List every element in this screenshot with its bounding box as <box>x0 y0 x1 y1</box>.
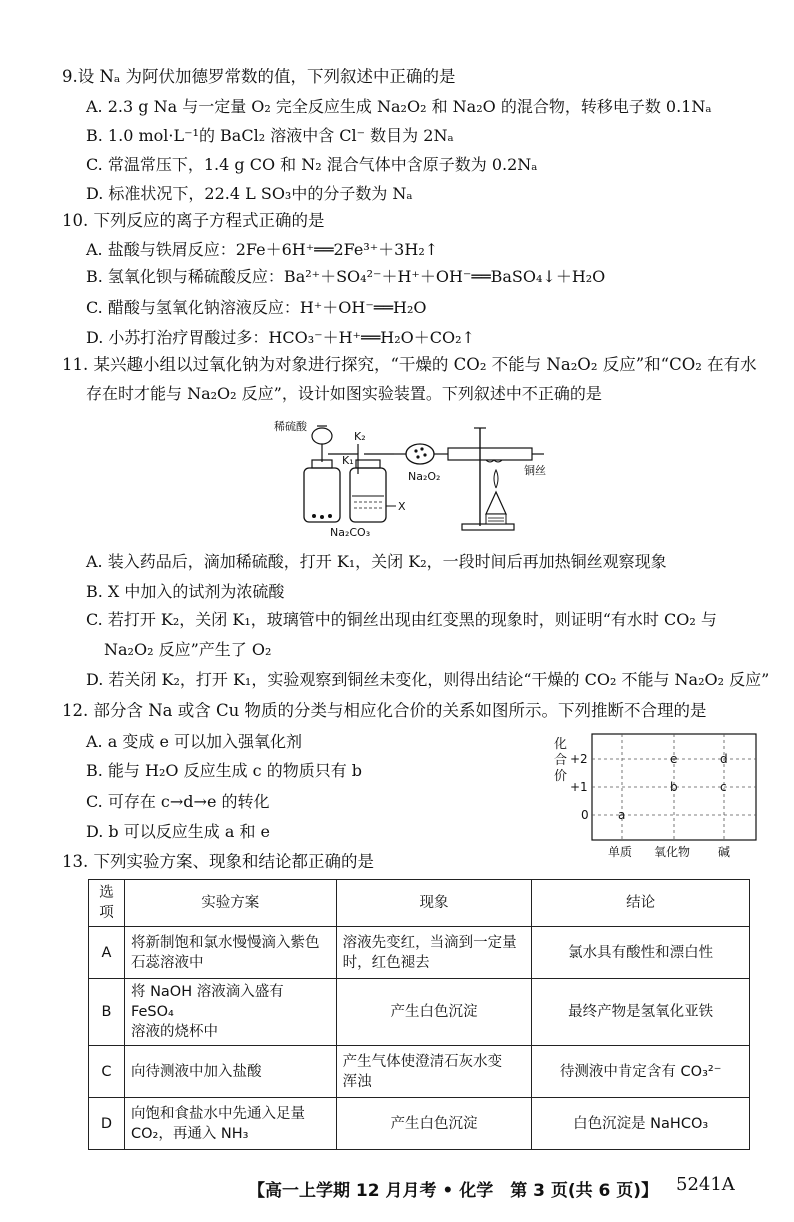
y-tick-plus1: +1 <box>570 780 588 794</box>
point-d: d <box>720 752 728 766</box>
point-a: a <box>618 808 626 822</box>
valence-classification-graph <box>548 730 778 860</box>
table-row <box>89 979 750 1046</box>
y-tick-plus2: +2 <box>570 752 588 766</box>
y-label-2: 合 <box>554 753 568 768</box>
q9-stem: 9.设 Nₐ 为阿伏加德罗常数的值，下列叙述中正确的是 <box>62 67 456 86</box>
cell-conclusion: 待测液中肯定含有 CO₃²⁻ <box>532 1046 750 1098</box>
q12-stem: 12. 部分含 Na 或含 Cu 物质的分类与相应化合价的关系如图所示。下列推断不合理的是 <box>62 701 707 720</box>
sodium-peroxide-label: Na₂O₂ <box>408 470 441 483</box>
table-row <box>89 1098 750 1150</box>
q11-option-c-line1: C. 若打开 K₂，关闭 K₁，玻璃管中的铜丝出现由红变黑的现象时，则证明“有水时 CO₂ 与 <box>86 610 717 629</box>
cell-plan <box>124 927 336 979</box>
cell-option: D <box>89 1098 125 1150</box>
phen-line: 时，红色褪去 <box>342 954 430 971</box>
reagent-x-label: X <box>398 500 406 513</box>
q12-option-c: C. 可存在 c→d→e 的转化 <box>86 792 270 811</box>
table-header-row <box>89 880 750 927</box>
header-phenomenon: 现象 <box>336 880 532 927</box>
phen-line: 溶液先变红，当滴到一定量 <box>342 934 517 951</box>
plan-line: 石蕊溶液中 <box>130 954 204 971</box>
dilute-acid-label: 稀硫酸 <box>274 420 307 433</box>
copper-wire-label: 铜丝 <box>524 464 546 477</box>
phen-line: 浑浊 <box>342 1073 372 1090</box>
cell-plan <box>124 1098 336 1150</box>
q10-stem: 10. 下列反应的离子方程式正确的是 <box>62 211 325 230</box>
cell-phenomenon <box>336 1046 532 1098</box>
valve-k1-label: K₁ <box>342 454 354 467</box>
q9-option-a: A. 2.3 g Na 与一定量 O₂ 完全反应生成 Na₂O₂ 和 Na₂O 的混合物，转移电子数 0.1Nₐ <box>86 97 712 116</box>
cell-phenomenon: 产生白色沉淀 <box>336 979 532 1046</box>
table-row <box>89 927 750 979</box>
plan-line: 向饱和食盐水中先通入足量 <box>130 1105 305 1122</box>
header-option: 选项 <box>89 880 125 927</box>
cell-conclusion: 氯水具有酸性和漂白性 <box>532 927 750 979</box>
plan-line: CO₂，再通入 NH₃ <box>130 1125 249 1142</box>
q10-option-a: A. 盐酸与铁屑反应：2Fe＋6H⁺══2Fe³⁺＋3H₂↑ <box>86 240 439 259</box>
point-b: b <box>670 780 678 794</box>
q10-option-b: B. 氢氧化钡与稀硫酸反应：Ba²⁺＋SO₄²⁻＋H⁺＋OH⁻══BaSO₄↓＋H₂O <box>86 267 606 286</box>
valve-k2-label: K₂ <box>354 430 366 443</box>
cell-conclusion: 白色沉淀是 NaHCO₃ <box>532 1098 750 1150</box>
cell-plan: 向待测液中加入盐酸 <box>124 1046 336 1098</box>
q11-stem-line2: 存在时才能与 Na₂O₂ 反应”，设计如图实验装置。下列叙述中不正确的是 <box>86 384 602 403</box>
y-tick-zero: 0 <box>581 808 589 822</box>
cell-conclusion: 最终产物是氢氧化亚铁 <box>532 979 750 1046</box>
q12-option-a: A. a 变成 e 可以加入强氧化剂 <box>86 732 302 751</box>
experiment-table <box>88 879 750 1150</box>
x-label-base: 碱 <box>718 845 731 859</box>
q10-option-c: C. 醋酸与氢氧化钠溶液反应：H⁺＋OH⁻══H₂O <box>86 298 427 317</box>
cell-option: C <box>89 1046 125 1098</box>
exam-code: 5241A <box>676 1174 735 1195</box>
cell-phenomenon: 产生白色沉淀 <box>336 1098 532 1150</box>
page-footer: 【高一上学期 12 月月考 • 化学 第 3 页(共 6 页)】 <box>248 1181 659 1201</box>
q11-option-b: B. X 中加入的试剂为浓硫酸 <box>86 582 285 601</box>
cell-option: B <box>89 979 125 1046</box>
cell-option: A <box>89 927 125 979</box>
point-e: e <box>670 752 678 766</box>
plan-line: 将 NaOH 溶液滴入盛有 FeSO₄ <box>130 984 284 1020</box>
y-label-3: 价 <box>554 769 568 784</box>
point-c: c <box>720 780 727 794</box>
q10-option-d: D. 小苏打治疗胃酸过多：HCO₃⁻＋H⁺══H₂O＋CO₂↑ <box>86 328 475 347</box>
x-label-oxide: 氧化物 <box>654 845 691 859</box>
q9-option-b: B. 1.0 mol·L⁻¹的 BaCl₂ 溶液中含 Cl⁻ 数目为 2Nₐ <box>86 126 454 145</box>
q13-stem: 13. 下列实验方案、现象和结论都正确的是 <box>62 852 374 871</box>
plan-line: 溶液的烧杯中 <box>130 1024 218 1040</box>
header-conclusion: 结论 <box>532 880 750 927</box>
x-label-element: 单质 <box>608 845 633 859</box>
sodium-carbonate-label: Na₂CO₃ <box>330 526 371 539</box>
table-row <box>89 1046 750 1098</box>
cell-plan <box>124 979 336 1046</box>
phen-line: 产生气体使澄清石灰水变 <box>342 1053 503 1070</box>
q11-option-c-line2: Na₂O₂ 反应”产生了 O₂ <box>104 640 272 659</box>
q11-option-d: D. 若关闭 K₂，打开 K₁，实验观察到铜丝未变化，则得出结论“干燥的 CO₂ 不能与 Na₂O₂ 反应” <box>86 670 770 689</box>
q9-option-d: D. 标准状况下，22.4 L SO₃中的分子数为 Nₐ <box>86 184 413 203</box>
q11-stem-line1: 11. 某兴趣小组以过氧化钠为对象进行探究，“干燥的 CO₂ 不能与 Na₂O₂ 反应”和“CO₂ 在有水 <box>62 355 757 374</box>
q12-option-d: D. b 可以反应生成 a 和 e <box>86 822 271 841</box>
q9-option-c: C. 常温常压下，1.4 g CO 和 N₂ 混合气体中含原子数为 0.2Nₐ <box>86 155 538 174</box>
header-plan: 实验方案 <box>124 880 336 927</box>
y-label-1: 化 <box>554 737 568 752</box>
q12-option-b: B. 能与 H₂O 反应生成 c 的物质只有 b <box>86 761 363 780</box>
q11-option-a: A. 装入药品后，滴加稀硫酸，打开 K₁，关闭 K₂，一段时间后再加热铜丝观察现象 <box>86 552 667 571</box>
experiment-apparatus-diagram <box>272 418 572 540</box>
plan-line: 将新制饱和氯水慢慢滴入紫色 <box>130 934 320 951</box>
cell-phenomenon <box>336 927 532 979</box>
